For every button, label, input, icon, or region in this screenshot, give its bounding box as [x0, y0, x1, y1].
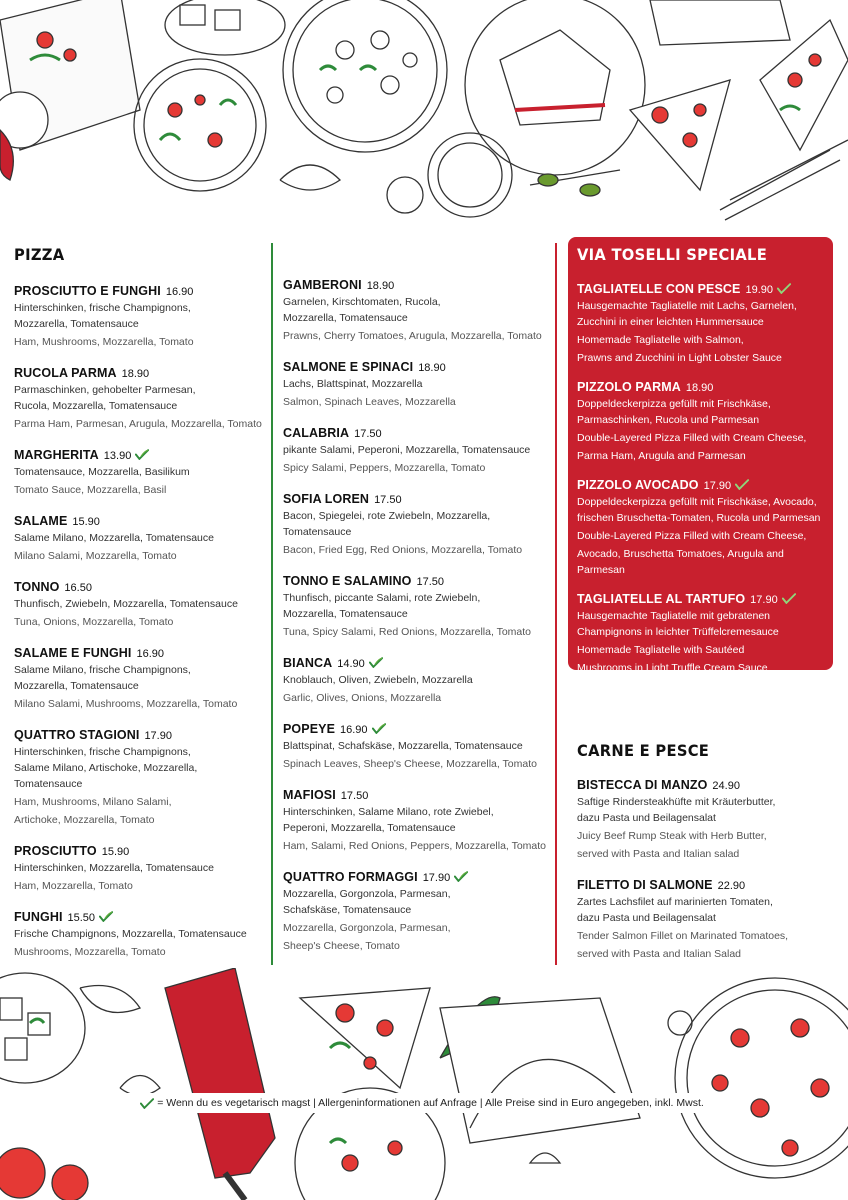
vegetarian-leaf-icon — [777, 283, 791, 294]
item-description-de: Salame Milano, frische Champignons, — [14, 664, 191, 676]
item-description-de: Mozzarella, Tomatensauce — [283, 608, 408, 620]
menu-item — [283, 722, 548, 772]
item-name: TAGLIATELLE CON PESCE — [577, 282, 741, 296]
item-description-en: served with Pasta and Italian salad — [577, 848, 740, 860]
item-description-en: Ham, Mozzarella, Tomato — [14, 880, 133, 892]
item-name: TAGLIATELLE AL TARTUFO — [577, 592, 746, 606]
item-description-en: Juicy Beef Rump Steak with Herb Butter, — [577, 830, 767, 842]
item-heading — [14, 844, 264, 860]
footer-legend — [110, 1093, 730, 1113]
item-heading — [283, 278, 548, 294]
speciale-section — [577, 240, 827, 690]
item-price: 15.90 — [101, 846, 130, 858]
menu-item — [283, 278, 548, 344]
item-name: FILETTO DI SALMONE — [577, 878, 713, 892]
item-description-en: Ham, Salami, Red Onions, Peppers, Mozzarella, Tomato — [283, 840, 547, 852]
item-name: SALAME E FUNGHI — [14, 646, 132, 660]
item-name: SALAME — [14, 514, 68, 528]
menu-item — [283, 870, 548, 954]
item-name: PROSCIUTTO E FUNGHI — [14, 284, 161, 298]
item-description-en: Spinach Leaves, Sheep's Cheese, Mozzarella, Tomato — [283, 758, 537, 770]
item-description-de: Hausgemachte Tagliatelle mit gebratenen — [577, 610, 771, 622]
menu-item — [577, 282, 827, 366]
item-name: PIZZOLO PARMA — [577, 380, 681, 394]
item-heading — [14, 728, 264, 744]
item-heading — [14, 514, 264, 530]
menu-item — [14, 728, 264, 828]
item-description-de: pikante Salami, Peperoni, Mozzarella, Tomatensauce — [283, 444, 531, 456]
item-name: CALABRIA — [283, 426, 350, 440]
item-price: 16.90 — [136, 648, 165, 660]
item-description-de: Thunfisch, piccante Salami, rote Zwiebeln, — [283, 592, 481, 604]
item-description-en: Artichoke, Mozzarella, Tomato — [14, 814, 155, 826]
vegetarian-leaf-icon — [372, 723, 386, 734]
item-description-de: Hinterschinken, Mozzarella, Tomatensauce — [14, 862, 214, 874]
item-description-de: Tomatensauce, Mozzarella, Basilikum — [14, 466, 190, 478]
item-description-de: Mozzarella, Tomatensauce — [283, 312, 408, 324]
item-price: 17.50 — [374, 494, 402, 506]
item-name: SALMONE E SPINACI — [283, 360, 414, 374]
item-description-de: Rucola, Mozzarella, Tomatensauce — [14, 400, 178, 412]
menu-item — [14, 910, 264, 960]
item-description-en: Tender Salmon Fillet on Marinated Tomatoes, — [577, 930, 789, 942]
item-description-en: Milano Salami, Mushrooms, Mozzarella, Tomato — [14, 698, 238, 710]
item-description-en: Avocado, Bruschetta Tomatoes, Arugula and Parmesan — [577, 548, 784, 576]
item-heading — [577, 478, 827, 494]
item-price: 17.90 — [750, 594, 778, 606]
item-heading — [14, 448, 264, 464]
item-price: 17.90 — [703, 480, 732, 492]
item-description-en: Spicy Salami, Peppers, Mozzarella, Tomato — [283, 462, 486, 474]
speciale-section-title: VIA TOSELLI SPECIALE — [577, 245, 768, 264]
item-name: FUNGHI — [14, 910, 63, 924]
item-price: 14.90 — [337, 658, 365, 670]
item-price: 18.90 — [418, 362, 446, 374]
item-description-de: Champignons in leichter Trüffelcremesauce — [577, 626, 779, 638]
menu-item — [14, 448, 264, 498]
item-name: RUCOLA PARMA — [14, 366, 117, 380]
item-price: 16.50 — [64, 582, 92, 594]
item-name: BIANCA — [283, 656, 333, 670]
item-description-de: Blattspinat, Schafskäse, Mozzarella, Tomatensauce — [283, 740, 523, 752]
menu-item — [14, 646, 264, 712]
item-price: 17.50 — [416, 576, 444, 588]
item-name: TONNO — [14, 580, 60, 594]
item-description-de: Salame Milano, Mozzarella, Tomatensauce — [14, 532, 214, 544]
item-name: POPEYE — [283, 722, 336, 736]
item-description-en: Double-Layered Pizza Filled with Cream Cheese, — [577, 432, 807, 444]
vegetarian-leaf-icon — [99, 911, 113, 922]
menu-item — [283, 492, 548, 558]
item-heading — [14, 284, 264, 300]
item-description-en: Tomato Sauce, Mozzarella, Basil — [14, 484, 167, 496]
item-price: 17.50 — [354, 428, 382, 440]
pizza-column-1 — [14, 240, 264, 976]
vegetarian-leaf-icon — [735, 479, 749, 490]
green-column-divider — [271, 243, 273, 965]
menu-item — [577, 592, 827, 676]
item-description-en: Salmon, Spinach Leaves, Mozzarella — [283, 396, 456, 408]
item-heading — [577, 282, 827, 298]
item-price: 18.90 — [685, 382, 714, 394]
item-description-en: served with Pasta and Italian Salad — [577, 948, 742, 960]
menu-item — [577, 478, 827, 578]
item-description-de: Hinterschinken, frische Champignons, — [14, 746, 191, 758]
item-heading — [577, 592, 827, 608]
vegetarian-leaf-icon — [369, 657, 383, 668]
carne-section — [577, 736, 839, 978]
item-description-en: Double-Layered Pizza Filled with Cream Cheese, — [577, 530, 807, 542]
item-description-de: Parmaschinken, gehobelter Parmesan, — [14, 384, 196, 396]
item-description-en: Homemade Tagliatelle with Salmon, — [577, 334, 744, 346]
item-description-en: Mozzarella, Gorgonzola, Parmesan, — [283, 922, 451, 934]
menu-item — [14, 366, 264, 432]
item-description-en: Tuna, Onions, Mozzarella, Tomato — [14, 616, 174, 628]
item-description-en: Mushrooms, Mozzarella, Tomato — [14, 946, 166, 958]
item-name: SOFIA LOREN — [283, 492, 370, 506]
item-description-de: Hausgemachte Tagliatelle mit Lachs, Garnelen, — [577, 300, 797, 312]
item-description-de: Garnelen, Kirschtomaten, Rucola, — [283, 296, 441, 308]
item-heading — [577, 380, 827, 396]
item-description-en: Homemade Tagliatelle with Sautéed — [577, 644, 745, 656]
item-description-de: Doppeldeckerpizza gefüllt mit Frischkäse, — [577, 398, 771, 410]
item-description-de: dazu Pasta und Beilagensalat — [577, 912, 716, 924]
item-description-de: Zucchini in einer leichten Hummersauce — [577, 316, 764, 328]
item-description-de: frischen Bruschetta-Tomaten, Rucola und Parmesan — [577, 512, 821, 524]
vegetarian-leaf-icon — [454, 871, 468, 882]
vegetarian-leaf-icon — [140, 1098, 154, 1109]
menu-item — [283, 656, 548, 706]
item-description-de: Parmaschinken, Rucola und Parmesan — [577, 414, 760, 426]
menu-item — [14, 514, 264, 564]
item-description-de: Doppeldeckerpizza gefüllt mit Frischkäse, Avocado, — [577, 496, 817, 508]
menu-item — [283, 360, 548, 410]
item-heading — [283, 426, 548, 442]
item-price: 16.90 — [340, 724, 368, 736]
item-description-de: dazu Pasta und Beilagensalat — [577, 812, 716, 824]
item-description-de: Mozzarella, Tomatensauce — [14, 680, 139, 692]
item-name: PIZZOLO AVOCADO — [577, 478, 699, 492]
item-description-de: Mozzarella, Tomatensauce — [14, 318, 139, 330]
pizza-column-2 — [283, 278, 548, 970]
item-description-de: Hinterschinken, frische Champignons, — [14, 302, 191, 314]
menu-item — [14, 284, 264, 350]
item-heading — [283, 656, 548, 672]
item-heading — [283, 360, 548, 376]
item-description-de: Knoblauch, Oliven, Zwiebeln, Mozzarella — [283, 674, 473, 686]
item-heading — [283, 492, 548, 508]
footer-note: = Wenn du es vegetarisch magst | Allergeninformationen auf Anfrage | Alle Preise sind in Euro angegeben, inkl. Mwst. — [157, 1097, 704, 1109]
bottom-food-illustration — [0, 968, 848, 1200]
menu-item — [283, 574, 548, 640]
item-price: 16.90 — [165, 286, 194, 298]
item-price: 15.50 — [67, 912, 96, 924]
item-price: 17.50 — [340, 790, 369, 802]
menu-item — [283, 788, 548, 854]
item-price: 17.90 — [422, 872, 451, 884]
item-name: TONNO E SALAMINO — [283, 574, 412, 588]
item-price: 13.90 — [103, 450, 132, 462]
item-heading — [283, 788, 548, 804]
item-description-en: Milano Salami, Mozzarella, Tomato — [14, 550, 177, 562]
item-heading — [283, 574, 548, 590]
vegetarian-leaf-icon — [135, 449, 149, 460]
item-name: PROSCIUTTO — [14, 844, 97, 858]
item-description-de: Peperoni, Mozzarella, Tomatensauce — [283, 822, 456, 834]
item-price: 15.90 — [72, 516, 100, 528]
item-description-de: Schafskäse, Tomatensauce — [283, 904, 412, 916]
item-heading — [14, 580, 264, 596]
item-description-en: Sheep's Cheese, Tomato — [283, 940, 400, 952]
item-name: GAMBERONI — [283, 278, 362, 292]
pizza-section-title: PIZZA — [14, 245, 65, 264]
item-description-de: Lachs, Blattspinat, Mozzarella — [283, 378, 423, 390]
item-description-de: Saftige Rindersteakhüfte mit Kräuterbutter, — [577, 796, 776, 808]
item-description-de: Thunfisch, Zwiebeln, Mozzarella, Tomatensauce — [14, 598, 238, 610]
item-price: 18.90 — [366, 280, 395, 292]
menu-item — [283, 426, 548, 476]
item-description-en: Ham, Mushrooms, Milano Salami, — [14, 796, 172, 808]
item-name: QUATTRO FORMAGGI — [283, 870, 418, 884]
item-name: BISTECCA DI MANZO — [577, 778, 708, 792]
menu-item — [577, 878, 839, 962]
top-food-illustration — [0, 0, 848, 230]
item-description-en: Bacon, Fried Egg, Red Onions, Mozzarella, Tomato — [283, 544, 523, 556]
item-price: 24.90 — [712, 780, 740, 792]
item-price: 19.90 — [745, 284, 773, 296]
item-heading — [577, 778, 839, 794]
item-description-de: Zartes Lachsfilet auf marinierten Tomaten, — [577, 896, 773, 908]
item-description-de: Frische Champignons, Mozzarella, Tomatensauce — [14, 928, 247, 940]
item-description-en: Garlic, Olives, Onions, Mozzarella — [283, 692, 442, 704]
item-description-de: Bacon, Spiegelei, rote Zwiebeln, Mozzarella, Tomatensauce — [283, 510, 491, 538]
menu-item — [14, 844, 264, 894]
menu-item — [577, 380, 827, 464]
item-description-en: Parma Ham, Parmesan, Arugula, Mozzarella, Tomato — [14, 418, 262, 430]
item-description-en: Prawns, Cherry Tomatoes, Arugula, Mozzarella, Tomato — [283, 330, 542, 342]
item-description-de: Mozzarella, Gorgonzola, Parmesan, — [283, 888, 451, 900]
item-heading — [283, 870, 548, 886]
item-heading — [283, 722, 548, 738]
item-name: QUATTRO STAGIONI — [14, 728, 140, 742]
item-heading — [577, 878, 839, 894]
item-description-de: Salame Milano, Artischoke, Mozzarella, Tomatensauce — [14, 762, 198, 790]
item-heading — [14, 366, 264, 382]
item-price: 22.90 — [717, 880, 746, 892]
item-name: MAFIOSI — [283, 788, 336, 802]
item-heading — [14, 910, 264, 926]
item-description-en: Tuna, Spicy Salami, Red Onions, Mozzarella, Tomato — [283, 626, 532, 638]
red-column-divider — [555, 243, 557, 965]
carne-section-title: CARNE E PESCE — [577, 741, 710, 760]
item-name: MARGHERITA — [14, 448, 99, 462]
item-heading — [14, 646, 264, 662]
menu-item — [14, 580, 264, 630]
item-description-en: Parma Ham, Arugula and Parmesan — [577, 450, 746, 462]
item-description-de: Hinterschinken, Salame Milano, rote Zwiebel, — [283, 806, 494, 818]
menu-item — [577, 778, 839, 862]
item-price: 18.90 — [121, 368, 150, 380]
vegetarian-leaf-icon — [782, 593, 796, 604]
item-price: 17.90 — [144, 730, 172, 742]
item-description-en: Mushrooms in Light Truffle Cream Sauce — [577, 662, 768, 674]
item-description-en: Prawns and Zucchini in Light Lobster Sauce — [577, 352, 782, 364]
item-description-en: Ham, Mushrooms, Mozzarella, Tomato — [14, 336, 194, 348]
